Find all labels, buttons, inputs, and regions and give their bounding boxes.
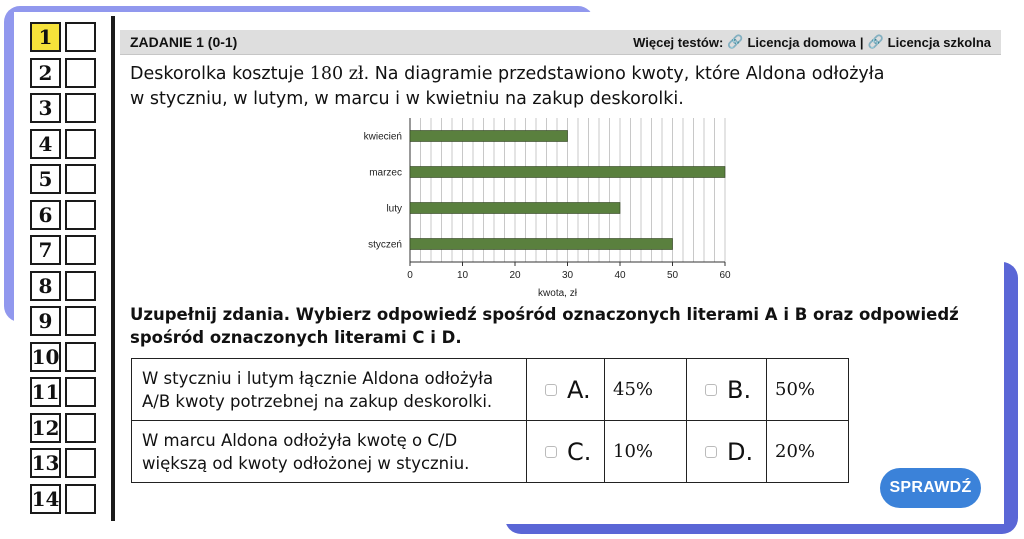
nav-status-box	[65, 22, 96, 52]
header-links	[629, 34, 991, 50]
link-separator: |	[859, 34, 864, 50]
option-value: 50%	[767, 359, 849, 421]
nav-row	[30, 129, 110, 165]
chart-tick-label: 50	[666, 270, 679, 281]
option-value: 20%	[767, 421, 849, 483]
chart-tick-label: 30	[561, 270, 574, 281]
nav-task-number[interactable]: 12	[30, 413, 61, 443]
option-b-wrap[interactable]	[687, 376, 766, 404]
answer-row	[132, 421, 849, 483]
link-icon: 🔗	[727, 34, 744, 49]
answer-table	[131, 358, 849, 483]
option-a-wrap[interactable]	[527, 376, 604, 404]
chart-bar	[410, 167, 725, 178]
nav-row	[30, 164, 110, 200]
savings-bar-chart	[350, 118, 740, 303]
more-tests-label: Więcej testów:	[633, 34, 724, 50]
chart-bar	[410, 203, 620, 214]
chart-category-label: styczeń	[368, 239, 402, 251]
radio-c[interactable]	[545, 446, 557, 458]
check-button[interactable]: SPRAWDŹ	[880, 468, 981, 508]
nav-row	[30, 448, 110, 484]
answer-row	[132, 359, 849, 421]
nav-task-number[interactable]: 14	[30, 484, 61, 514]
nav-row	[30, 200, 110, 236]
task-text-start: Deskorolka kosztuje	[130, 64, 310, 84]
option-a[interactable]	[527, 359, 605, 421]
option-letter: D.	[727, 437, 754, 466]
chart-category-label: luty	[386, 203, 402, 215]
nav-row	[30, 342, 110, 378]
chart-tick-label: 20	[509, 270, 521, 281]
radio-b[interactable]	[705, 384, 717, 396]
nav-status-box	[65, 377, 96, 407]
option-b[interactable]	[687, 359, 767, 421]
radio-d[interactable]	[705, 446, 717, 458]
nav-task-number[interactable]: 4	[30, 129, 61, 159]
nav-status-box	[65, 306, 96, 336]
nav-row	[30, 413, 110, 449]
nav-status-box	[65, 164, 96, 194]
home-license-link[interactable]: Licencja domowa	[747, 34, 856, 50]
statement-line: W styczniu i lutym łącznie Aldona odłożyła	[142, 368, 494, 388]
nav-task-number[interactable]: 6	[30, 200, 61, 230]
instruction	[130, 303, 980, 349]
radio-a[interactable]	[545, 384, 557, 396]
nav-status-box	[65, 448, 96, 478]
nav-task-number[interactable]: 10	[30, 342, 61, 372]
option-c-wrap[interactable]	[527, 438, 604, 466]
chart-tick-label: 0	[407, 270, 413, 281]
statement-cell	[132, 359, 527, 421]
statement-cell	[132, 421, 527, 483]
nav-status-box	[65, 235, 96, 265]
option-letter: A.	[567, 375, 591, 404]
nav-status-box	[65, 342, 96, 372]
option-d[interactable]	[687, 421, 767, 483]
nav-divider	[111, 16, 115, 521]
task-line-2: w styczniu, w lutym, w marcu i w kwietniu na zakup deskorolki.	[130, 89, 684, 109]
chart-x-axis-label: kwota, zł	[538, 288, 577, 299]
chart-bar	[410, 239, 673, 250]
task-navigation	[30, 22, 110, 519]
price-amount: 180 zł	[309, 64, 364, 84]
nav-row	[30, 22, 110, 58]
option-letter: C.	[567, 437, 592, 466]
task-text-end: . Na diagramie przedstawiono kwoty, które Aldona odłożyła	[363, 64, 885, 84]
statement-line: W marcu Aldona odłożyła kwotę o C/D	[142, 430, 458, 450]
chart-tick-label: 60	[719, 270, 731, 281]
nav-status-box	[65, 129, 96, 159]
nav-status-box	[65, 58, 96, 88]
chart-category-label: kwiecień	[363, 131, 402, 143]
statement-line: A/B kwoty potrzebnej na zakup deskorolki.	[142, 391, 493, 411]
nav-task-number[interactable]: 9	[30, 306, 61, 336]
nav-row	[30, 93, 110, 129]
instruction-line-1: Uzupełnij zdania. Wybierz odpowiedź spośród oznaczonych literami A i B oraz odpowiedź	[130, 305, 959, 324]
chart-tick-label: 40	[614, 270, 626, 281]
nav-task-number[interactable]: 7	[30, 235, 61, 265]
nav-row	[30, 58, 110, 94]
option-value: 45%	[605, 359, 687, 421]
option-letter: B.	[727, 375, 752, 404]
chart-bar	[410, 131, 568, 142]
nav-row	[30, 306, 110, 342]
task-line-1	[130, 62, 950, 87]
instruction-line-2: spośród oznaczonych literami C i D.	[130, 328, 462, 347]
nav-row	[30, 235, 110, 271]
task-header	[120, 30, 1001, 55]
nav-row	[30, 484, 110, 520]
statement-line: większą od kwoty odłożonej w styczniu.	[142, 453, 470, 473]
option-d-wrap[interactable]	[687, 438, 766, 466]
nav-task-number[interactable]: 13	[30, 448, 61, 478]
nav-status-box	[65, 271, 96, 301]
nav-status-box	[65, 484, 96, 514]
nav-task-number[interactable]: 1	[30, 22, 61, 52]
option-c[interactable]	[527, 421, 605, 483]
nav-status-box	[65, 200, 96, 230]
chart-category-label: marzec	[369, 167, 402, 179]
task-description	[130, 62, 950, 112]
nav-task-number[interactable]: 3	[30, 93, 61, 123]
school-license-link[interactable]: Licencja szkolna	[887, 34, 991, 50]
nav-task-number[interactable]: 2	[30, 58, 61, 88]
link-icon: 🔗	[867, 34, 884, 49]
nav-task-number[interactable]: 5	[30, 164, 61, 194]
nav-row	[30, 271, 110, 307]
nav-status-box	[65, 413, 96, 443]
nav-row	[30, 377, 110, 413]
chart-tick-label: 10	[456, 270, 469, 281]
nav-task-number[interactable]: 11	[30, 377, 61, 407]
option-value: 10%	[605, 421, 687, 483]
task-title: ZADANIE 1 (0-1)	[130, 34, 238, 50]
nav-status-box	[65, 93, 96, 123]
nav-task-number[interactable]: 8	[30, 271, 61, 301]
